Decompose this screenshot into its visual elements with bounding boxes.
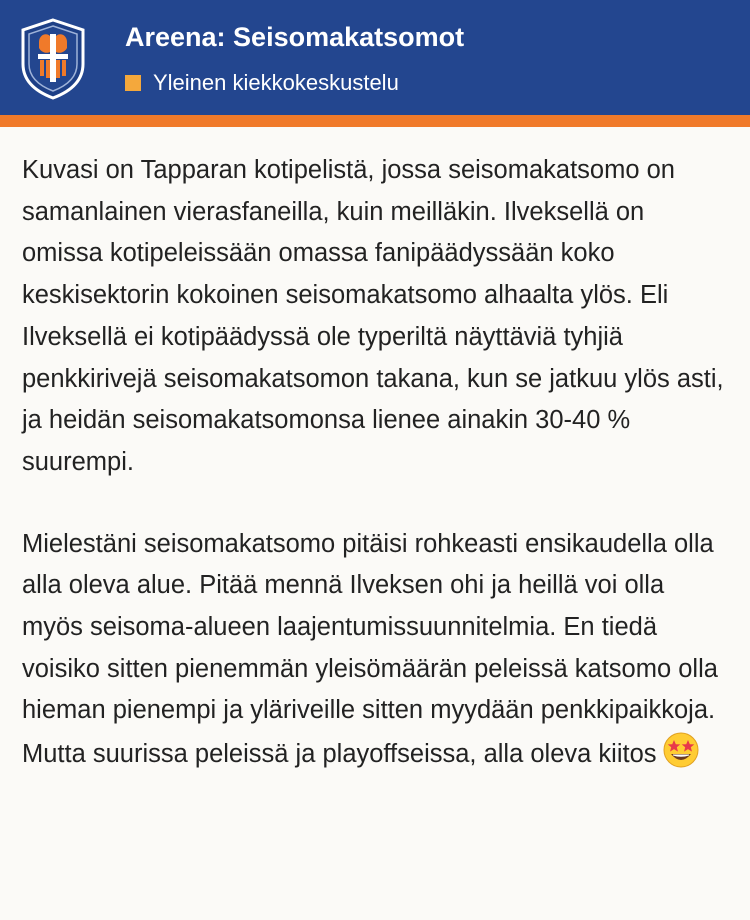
post-paragraph-2-text: Mielestäni seisomakatsomo pitäisi rohkeasti ensikaudella olla alla oleva alue. Pitää mennä Ilveksen ohi ja heillä voi olla myös seisoma-alueen laajentumissuunnitelmia. En tiedä voisiko sitten pienemmän yleisömäärän peleissä katsomo olla hieman pienempi ja yläriveille sitten myydään penkkipaikkoja. Mutta suurissa peleissä ja playoffseissa, alla oleva kiitos [22, 529, 718, 769]
topic-title[interactable]: Areena: Seisomakatsomot [125, 22, 465, 52]
header-accent-stripe [0, 115, 750, 127]
post-paragraph-2 [22, 524, 732, 776]
category-color-icon [125, 75, 141, 91]
post-paragraph-1: Kuvasi on Tapparan kotipelistä, jossa seisomakatsomo on samanlainen vierasfaneilla, kuin meilläkin. Ilveksellä on omissa kotipeleissään omassa fanipäädyssään koko keskisektorin kokoinen seisomakatsomo alhaalta ylös. Eli Ilveksellä ei kotipäädyssä ole typeriltä näyttäviä tyhjiä penkkirivejä seisomakatsomon takana, kun se jatkuu ylös asti, ja heidän seisomakatsomonsa lienee ainakin 30-40 % suurempi. [22, 156, 724, 476]
star-struck-emoji-icon [663, 732, 699, 768]
category-label: Yleinen kiekkokeskustelu [153, 70, 399, 95]
post-body [22, 150, 732, 816]
tappara-logo-icon[interactable] [20, 18, 86, 100]
category-badge[interactable] [125, 70, 399, 96]
topic-header [0, 0, 750, 115]
